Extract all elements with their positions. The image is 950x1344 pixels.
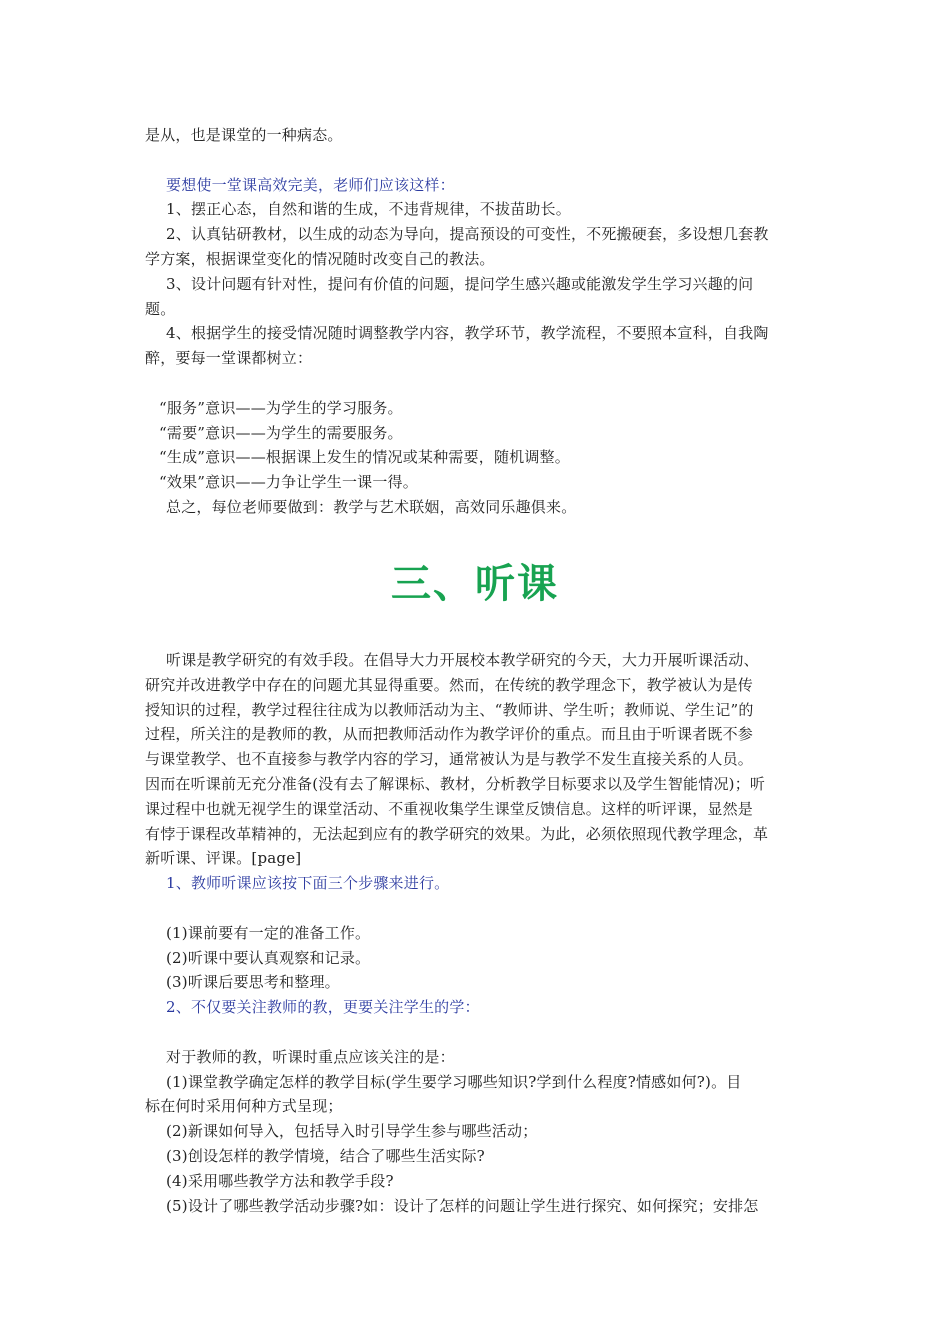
text-line: 授知识的过程，教学过程往往成为以教师活动为主、“教师讲、学生听；教师说、学生记”的 <box>145 700 754 719</box>
text-line: 4、根据学生的接受情况随时调整教学内容，教学环节，教学流程，不要照本宣科，自我陶 <box>166 324 769 343</box>
text-line: 听课是教学研究的有效手段。在倡导大力开展校本教学研究的今天，大力开展听课活动、 <box>166 651 759 669</box>
text-line: (2)听课中要认真观察和记录。 <box>166 948 371 967</box>
text-line: 与课堂教学、也不直接参与教学内容的学习，通常被认为是与教学不发生直接关系的人员。 <box>145 750 754 769</box>
text-line: 2、认真钻研教材，以生成的动态为导向，提高预设的可变性，不死搬硬套，多设想几套教 <box>166 225 769 244</box>
text-line: 醉，要每一堂课都树立： <box>145 349 313 368</box>
text-line: 标在何时采用何种方式呈现； <box>145 1097 343 1116</box>
text-line: (3)创设怎样的教学情境，结合了哪些生活实际? <box>166 1146 485 1165</box>
section-heading: 三、听课 <box>391 561 559 607</box>
text-line: 总之，每位老师要做到：教学与艺术联姻，高效同乐趣俱来。 <box>166 497 577 516</box>
text-line: (2)新课如何导入，包括导入时引导学生参与哪些活动； <box>166 1122 538 1141</box>
text-line: 对于教师的教，听课时重点应该关注的是： <box>166 1047 455 1066</box>
text-line: 过程，所关注的是教师的教，从而把教师活动作为教学评价的重点。而且由于听课者既不参 <box>145 725 754 744</box>
text-line: “生成”意识——根据课上发生的情况或某种需要，随机调整。 <box>159 448 570 467</box>
text-line: 课过程中也就无视学生的课堂活动、不重视收集学生课堂反馈信息。这样的听评课，显然是 <box>145 799 754 818</box>
blank-line <box>145 1020 810 1045</box>
blank-line <box>145 371 810 396</box>
text-line: 有悖于课程改革精神的，无法起到应有的教学研究的效果。为此，必须依照现代教学理念，革 <box>145 824 769 843</box>
text-line: (1)课前要有一定的准备工作。 <box>166 923 371 942</box>
text-line: “服务”意识——为学生的学习服务。 <box>159 398 403 417</box>
text-line: 3、设计问题有针对性，提问有价值的问题，提问学生感兴趣或能激发学生学习兴趣的问 <box>166 274 754 293</box>
text-line: “需要”意识——为学生的需要服务。 <box>159 423 403 442</box>
text-line: 因而在听课前无充分准备(没有去了解课标、教材，分析教学目标要求以及学生智能情况)；听 <box>145 774 766 793</box>
text-block-upper <box>145 123 810 520</box>
text-line: (3)听课后要思考和整理。 <box>166 973 340 992</box>
text-line: (4)采用哪些教学方法和教学手段? <box>166 1171 394 1190</box>
text-line: “效果”意识——力争让学生一课一得。 <box>159 473 418 492</box>
text-line: 学方案，根据课堂变化的情况随时改变自己的教法。 <box>145 249 495 268</box>
text-line: 是从，也是课堂的一种病态。 <box>145 126 343 144</box>
text-line: 研究并改进教学中存在的问题尤其显得重要。然而，在传统的教学理念下，教学被认为是传 <box>145 675 754 694</box>
text-line: 1、摆正心态，自然和谐的生成，不违背规律，不拔苗助长。 <box>166 200 571 219</box>
text-block-lower <box>145 648 810 1218</box>
blank-line <box>145 896 810 921</box>
text-line: 1、教师听课应该按下面三个步骤来进行。 <box>166 874 450 893</box>
text-line: (1)课堂教学确定怎样的教学目标(学生要学习哪些知识?学到什么程度?情感如何?)。目 <box>166 1072 742 1091</box>
text-line: 题。 <box>145 299 176 318</box>
blank-line <box>145 148 810 173</box>
text-line: (5)设计了哪些教学活动步骤?如：设计了怎样的问题让学生进行探究、如何探究；安排怎 <box>166 1196 759 1215</box>
text-line: 要想使一堂课高效完美，老师们应该这样： <box>166 175 455 194</box>
text-line: 新听课、评课。[page] <box>145 849 302 868</box>
text-line: 2、不仅要关注教师的教，更要关注学生的学： <box>166 998 480 1017</box>
